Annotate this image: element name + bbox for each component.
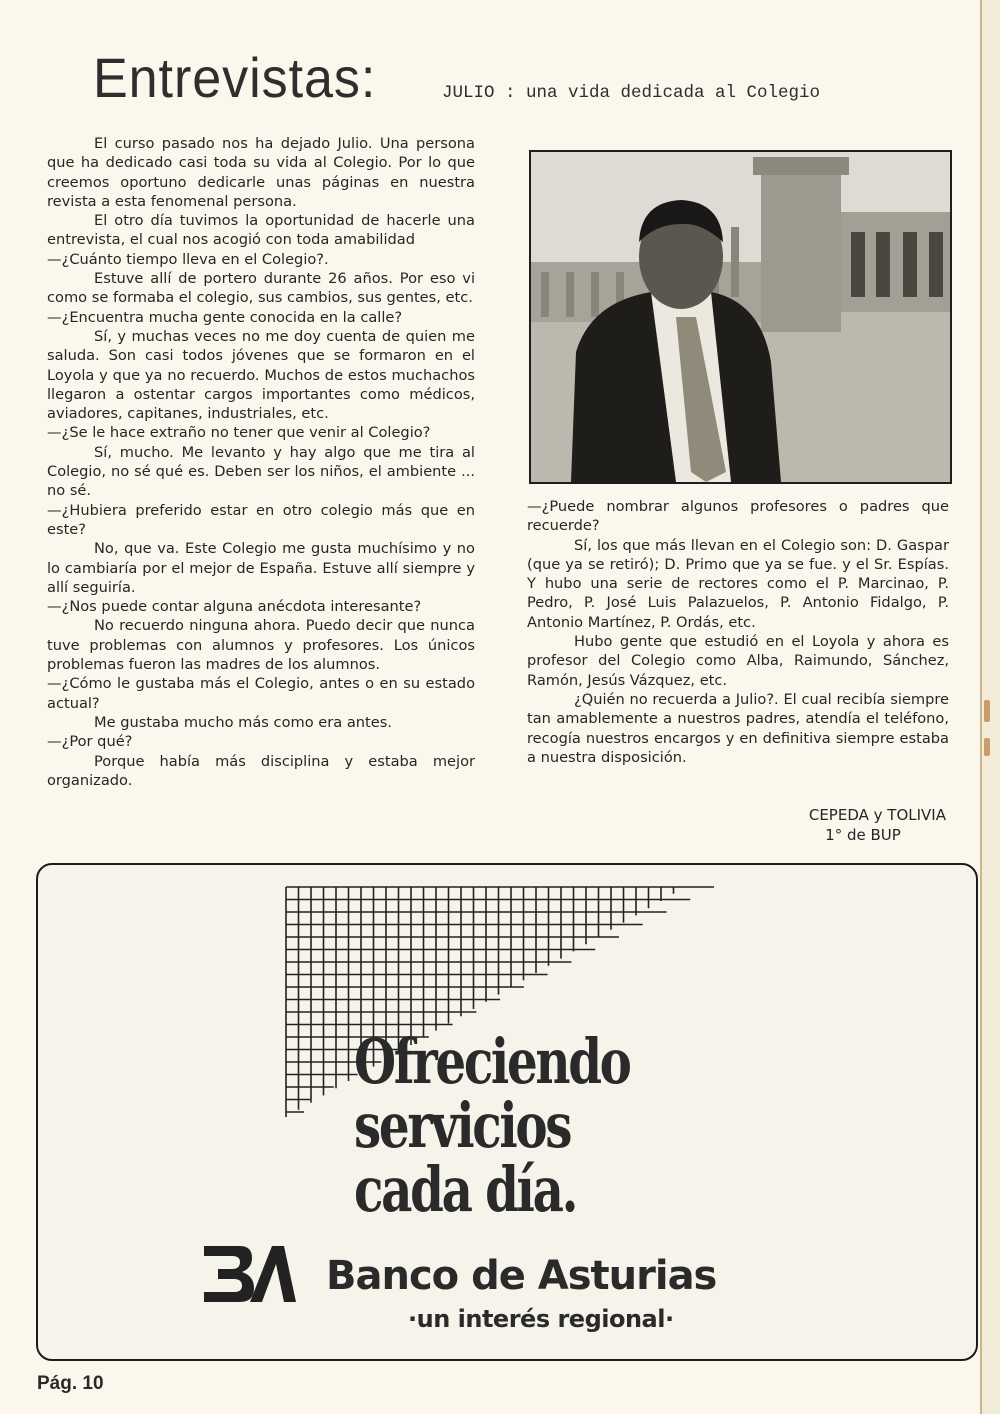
paragraph: El otro día tuvimos la oportunidad de hacerle una entrevista, el cual nos acogió con toda amabilidad: [47, 212, 475, 249]
headline-line: servicios: [354, 1089, 571, 1162]
headline-line: Ofreciendo: [354, 1025, 630, 1098]
interview-question: —¿Encuentra mucha gente conocida en la calle?: [47, 308, 403, 326]
interview-question: —¿Cuánto tiempo lleva en el Colegio?.: [47, 250, 329, 268]
julio-photo: [529, 150, 952, 484]
bank-advertisement: [36, 863, 978, 1361]
interview-answer: Sí, los que más llevan en el Colegio son: D. Gaspar (que ya se retiró); D. Primo que ya se fue. y el Sr. Espías. Y hubo una serie de rectores como el P. Marcinao, P. Pedro, P. José Luis Palazuelos, P. Antonio Fidalgo, P. Antonio Martínez, P. Ordás, etc.: [527, 536, 949, 631]
author-grade: 1° de BUP: [825, 826, 901, 844]
interview-question: —¿Cómo le gustaba más el Colegio, antes o en su estado actual?: [47, 675, 475, 712]
paper-stain: [984, 700, 990, 722]
photo-illustration: [531, 152, 950, 482]
article-signature: [740, 805, 946, 845]
section-title: Entrevistas:: [93, 46, 377, 109]
page-number: Pág. 10: [37, 1373, 104, 1394]
interview-answer: Estuve allí de portero durante 26 años. Por eso vi como se formaba el colegio, sus cambios, sus gentes, etc.: [47, 270, 475, 307]
article-subtitle: JULIO : una vida dedicada al Colegio: [442, 83, 821, 103]
interview-question: —¿Puede nombrar algunos profesores o padres que recuerde?: [527, 498, 949, 535]
interview-answer: No, que va. Este Colegio me gusta muchísimo y no lo cambiaría por el mejor de España. Estuve allí siempre y allí seguiría.: [47, 540, 475, 596]
paragraph: ¿Quién no recuerda a Julio?. El cual recibía siempre tan amablemente a nuestros padres, atendía el teléfono, recogía nuestros encargos y en definitiva siempre estaba a nuestra disposición.: [527, 690, 949, 766]
interview-answer: Sí, y muchas veces no me doy cuenta de quien me saluda. Son casi todos jóvenes que se formaron en el Loyola y que ya no recuerdo. Muchos de estos muchachos llegaron a ostentar cargos importantes como médicos, aviadores, capitanes, industriales, etc.: [47, 327, 475, 423]
interview-answer: Me gustaba mucho más como era antes.: [94, 713, 392, 731]
ad-headline: [354, 1025, 650, 1226]
interview-answer: No recuerdo ninguna ahora. Puedo decir que nunca tuve problemas con alumnos y profesores. Los únicos problemas fueron las madres de los alumnos.: [47, 617, 475, 674]
article-left-column: [47, 134, 475, 790]
interview-question: —¿Por qué?: [47, 733, 133, 751]
interview-answer: Sí, mucho. Me levanto y hay algo que me tira al Colegio, no sé qué es. Deben ser los niños, el ambiente ... no sé.: [47, 443, 475, 500]
article-right-column: [527, 497, 949, 767]
ad-tagline: ·un interés regional·: [408, 1305, 674, 1333]
paragraph: El curso pasado nos ha dejado Julio. Una persona que ha dedicado casi toda su vida al Colegio. Por lo que creemos oportuno dedicarle unas páginas en nuestra revista a esta fenomenal persona.: [47, 135, 475, 210]
page-fold-line: [980, 0, 982, 1414]
paragraph: Hubo gente que estudió en el Loyola y ahora es profesor del Colegio como Alba, Raimundo, Sánchez, Ramón, Jesús Vázquez, etc.: [527, 633, 949, 689]
interview-answer: Porque había más disciplina y estaba mejor organizado.: [47, 752, 475, 789]
paper-stain: [984, 738, 990, 756]
bank-name: Banco de Asturias: [326, 1253, 717, 1299]
authors: CEPEDA y TOLIVIA: [808, 806, 946, 824]
article-header: [93, 45, 821, 109]
headline-line: cada día.: [354, 1153, 577, 1226]
banco-asturias-logo-icon: [200, 1242, 296, 1306]
interview-question: —¿Hubiera preferido estar en otro colegio más que en este?: [47, 501, 475, 538]
interview-question: —¿Nos puede contar alguna anécdota interesante?: [47, 598, 422, 616]
interview-question: —¿Se le hace extraño no tener que venir al Colegio?: [47, 424, 431, 442]
